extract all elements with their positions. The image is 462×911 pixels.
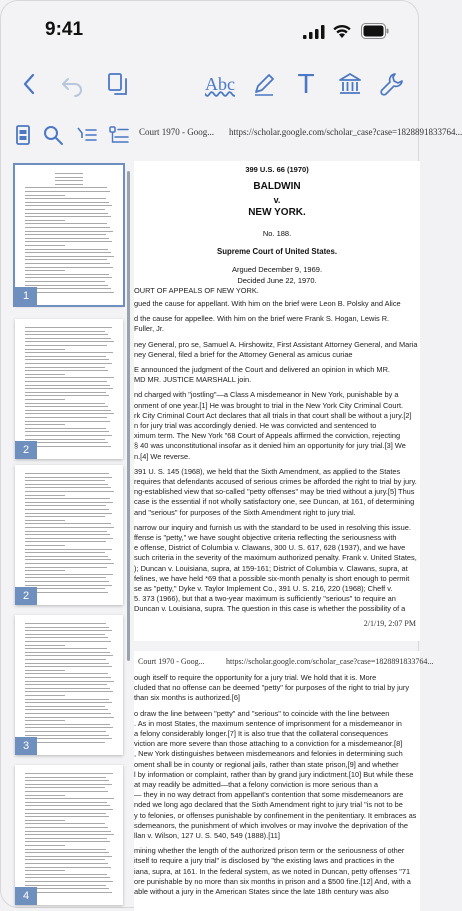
thumbnail-text-line bbox=[25, 359, 109, 360]
thumbnail-text-line bbox=[25, 205, 112, 206]
thumbnail-text-line bbox=[25, 577, 106, 578]
court-name: Supreme Court of United States. bbox=[217, 247, 337, 256]
thumbnail-text-line bbox=[25, 439, 105, 440]
thumbnail-text-line bbox=[25, 395, 109, 396]
thumbnail-text-line bbox=[25, 256, 114, 257]
thumbnail-text-line bbox=[25, 421, 110, 422]
text-line: se as "petty," Dyke v. Taylor Implement Co., 391 U. S. 216, 220 (1968); Cheff v. bbox=[134, 584, 393, 593]
thumbnail-text-line bbox=[25, 341, 114, 342]
text-line: l by information or complaint, rather than by grand jury indictment.[10] But while these bbox=[134, 769, 414, 779]
thumbnail-text-line bbox=[25, 487, 111, 488]
thumbnails-icon bbox=[11, 123, 35, 147]
thumbnail-text-line bbox=[25, 709, 108, 710]
primary-toolbar bbox=[1, 63, 420, 107]
tab-title: Court 1970 - Goog... bbox=[139, 127, 214, 137]
docket-number: No. 188. bbox=[262, 229, 292, 238]
thumbnail-text-line bbox=[25, 406, 108, 407]
thumbnail-text-line bbox=[25, 417, 107, 418]
page-thumbnail[interactable] bbox=[15, 765, 123, 905]
search-icon bbox=[41, 123, 65, 147]
thumbnail-text-line bbox=[25, 735, 109, 736]
thumbnail-text-line bbox=[25, 702, 112, 703]
text-line: Fuller, Jr. bbox=[134, 324, 164, 334]
thumbnail-text-line bbox=[25, 773, 113, 774]
thumbnail-text-line bbox=[25, 717, 114, 718]
text-line: onment of one year.[1] He was brought to trial in the New York City Criminal Court. bbox=[134, 400, 404, 410]
thumbnail-text-line bbox=[25, 795, 65, 796]
text-line: gued the cause for appellant. With him on the brief were Leon B. Polsky and Alice bbox=[134, 299, 401, 308]
thumbnail-text-line bbox=[55, 180, 83, 181]
thumbnail-text-line bbox=[25, 549, 112, 550]
text-line: Duncan v. Louisiana, supra. The question in this case is whether the possibility of a bbox=[134, 604, 406, 614]
thumbnail-text-line bbox=[25, 556, 108, 557]
pages-icon bbox=[105, 71, 131, 97]
thumbnail-text-line bbox=[25, 428, 106, 429]
thumbnail-text-line bbox=[25, 498, 110, 499]
text-line: § 40 was unconstitutional insofar as it denied him an opportunity for jury trial.[3] We bbox=[134, 441, 406, 451]
text-line: e offense, District of Columbia v. Clawans, 300 U. S. 617, 628 (1937), and we have bbox=[134, 543, 406, 553]
thumbnail-text-line bbox=[25, 381, 107, 382]
thumbnail-text-line bbox=[25, 570, 65, 571]
thumbnail-text-line bbox=[25, 684, 107, 685]
text-line: and "serious" for purposes of the Sixth Amendment right to jury trial. bbox=[134, 507, 356, 517]
thumbnail-text-line bbox=[25, 274, 109, 275]
undo-button[interactable] bbox=[57, 69, 87, 99]
thumbnail-text-line bbox=[55, 184, 83, 185]
thumbnail-text-line bbox=[25, 655, 113, 656]
text-line: at may readily be admitted—that a felony conviction is more serious than a bbox=[134, 780, 379, 789]
thumbnail-text-line bbox=[25, 641, 111, 642]
thumbnail-text-line bbox=[25, 531, 107, 532]
thumbnail-text-line bbox=[25, 809, 113, 810]
thumbnail-text-line bbox=[25, 187, 107, 188]
text-line: sdemeanors, the punishment of which involves or may involve the deprivation of the bbox=[134, 820, 409, 830]
status-time: 9:41 bbox=[45, 19, 84, 40]
thumbnail-text-line bbox=[25, 484, 108, 485]
text-line: iana, supra, at 161. In the federal system, as we noted in Duncan, petty offenses "71 bbox=[134, 866, 411, 876]
text-line: nd charged with "jostling"—a Class A misdemeanor in New York, punishable by a bbox=[134, 390, 399, 400]
thumbnails-toggle[interactable] bbox=[11, 123, 35, 147]
text-line: case is the essential if not wholly satisfactory one, see Duncan, at 161, of determining bbox=[134, 497, 415, 507]
thumbnail-text-line bbox=[25, 845, 65, 846]
text-line: n for jury trial was accordingly denied. He was convicted and sentenced to bbox=[134, 421, 377, 430]
thumbnail-text-line bbox=[25, 637, 108, 638]
thumbnail-text-line bbox=[25, 738, 112, 739]
argued-date: Argued December 9, 1969. bbox=[231, 265, 323, 274]
thumbnail-text-line bbox=[25, 827, 108, 828]
text-line: nded we long ago declared that the Sixth Amendment right to jury trial "is not to be bbox=[134, 800, 403, 810]
thumbnail-text-line bbox=[25, 277, 112, 278]
text-style-label: Abc bbox=[205, 73, 235, 94]
settings-button[interactable] bbox=[377, 69, 407, 99]
library-button[interactable] bbox=[335, 69, 365, 99]
thumbnail-text-line bbox=[25, 841, 110, 842]
thumbnail-text-line bbox=[25, 852, 109, 853]
text-line: ore punishable by no more than six months in prison and a $500 fine.[12] And, with a bbox=[134, 876, 411, 886]
thumbnail-text-line bbox=[25, 802, 107, 803]
thumbnail-text-line bbox=[25, 234, 106, 235]
party-appellee: NEW YORK. bbox=[248, 207, 306, 218]
text-line: itself to require a jury trial" is disclosed by "the existing laws and practices in the bbox=[134, 856, 395, 866]
thumbnail-text-line bbox=[25, 706, 105, 707]
text-tool-label: T bbox=[297, 68, 315, 99]
pen-button[interactable] bbox=[249, 69, 279, 99]
text-line: ng-established view that so-called "petty offenses" may be tried without a jury.[5] Thus bbox=[134, 487, 415, 497]
thumbnail-text-line bbox=[25, 198, 106, 199]
thumbnail-text-line bbox=[25, 780, 109, 781]
thumbnail-text-line bbox=[25, 659, 106, 660]
battery-icon bbox=[361, 23, 389, 39]
thumbnail-text-line bbox=[25, 191, 110, 192]
thumbnail-text-line bbox=[25, 859, 105, 860]
text-line: able without a jury in the American States since the late 18th century was also bbox=[134, 887, 389, 896]
thumbnail-text-line bbox=[25, 241, 112, 242]
thumbnail-text-line bbox=[25, 823, 105, 824]
thumbnail-text-line bbox=[25, 349, 65, 350]
thumbnail-number: 1 bbox=[15, 287, 37, 305]
thumbnail-text-line bbox=[25, 867, 111, 868]
page-thumbnail[interactable] bbox=[15, 319, 123, 459]
thumbnail-text-line bbox=[25, 249, 108, 250]
thumbnail-text-line bbox=[55, 173, 83, 174]
thumbnail-text-line bbox=[25, 356, 106, 357]
thumbnail-text-line bbox=[25, 334, 108, 335]
thumbnail-text-line bbox=[25, 645, 65, 646]
thumbnail-text-line bbox=[25, 731, 106, 732]
thumbnail-text-line bbox=[25, 888, 109, 889]
thumbnail-text-line bbox=[25, 370, 108, 371]
party-appellant: BALDWIN bbox=[253, 181, 301, 192]
outline-button[interactable] bbox=[107, 123, 131, 147]
page-thumbnail[interactable] bbox=[15, 615, 123, 755]
thumbnail-text-line bbox=[25, 820, 65, 821]
thumbnail-text-line bbox=[25, 885, 106, 886]
text-line: d the cause for appellee. With him on the brief were Frank S. Hogan, Lewis R. bbox=[134, 314, 390, 324]
thumbnail-text-line bbox=[25, 699, 109, 700]
thumbnail-text-line bbox=[25, 538, 113, 539]
thumbnail-text-line bbox=[25, 281, 105, 282]
thumbnail-text-line bbox=[25, 688, 110, 689]
thumbnail-text-line bbox=[25, 446, 111, 447]
thumbnail-text-line bbox=[25, 435, 112, 436]
thumbnail-text-line bbox=[25, 480, 105, 481]
secondary-toolbar bbox=[1, 117, 462, 153]
thumbnail-text-line bbox=[25, 874, 107, 875]
text-line: cluded that no offense can be deemed "petty" for purposes of the right to trial by jury bbox=[134, 683, 410, 693]
thumbnail-text-line bbox=[25, 491, 114, 492]
case-citation: 399 U.S. 66 (1970) bbox=[245, 165, 309, 174]
text-line: requires that defendants accused of serious crimes be afforded the right to trial by jury. bbox=[134, 477, 417, 486]
page-thumbnail[interactable] bbox=[15, 465, 123, 605]
search-button[interactable] bbox=[41, 123, 65, 147]
thumbnail-text-line bbox=[25, 892, 112, 893]
thumbnail-text-line bbox=[25, 534, 110, 535]
thumbnail-number: 2 bbox=[15, 441, 37, 459]
thumbnail-text-line bbox=[25, 742, 105, 743]
tab-url: https://scholar.google.com/scholar_case?case=1828891833764... bbox=[229, 127, 462, 137]
thumbnail-text-line bbox=[25, 634, 105, 635]
thumbnail-text-line bbox=[25, 338, 111, 339]
thumbnail-text-line bbox=[25, 798, 114, 799]
text-line: 391 U. S. 145 (1968), we held that the Sixth Amendment, as applied to the States bbox=[134, 466, 401, 476]
thumbnail-text-line bbox=[25, 513, 112, 514]
thumbnail-text-line bbox=[25, 267, 113, 268]
text-line: than six months is authorized.[6] bbox=[134, 693, 240, 703]
thumbnail-text-line bbox=[25, 787, 105, 788]
thumbnail-number: 3 bbox=[15, 737, 37, 755]
chevron-left-icon bbox=[17, 71, 43, 97]
thumbnail-text-line bbox=[25, 652, 110, 653]
thumbnail-text-line bbox=[25, 231, 113, 232]
thumbnail-text-line bbox=[25, 581, 109, 582]
thumbnail-text-line bbox=[25, 666, 112, 667]
thumbnail-text-line bbox=[25, 263, 110, 264]
thumbnail-text-line bbox=[25, 545, 65, 546]
thumbnail-text-line bbox=[25, 292, 114, 293]
thumbnail-text-line bbox=[25, 403, 105, 404]
pages-button[interactable] bbox=[103, 69, 133, 99]
thumbnail-text-line bbox=[25, 838, 107, 839]
thumbnail-text-line bbox=[25, 727, 113, 728]
pen-icon bbox=[251, 71, 277, 97]
thumbnail-text-line bbox=[25, 784, 112, 785]
thumbnail-text-line bbox=[25, 252, 111, 253]
thumbnail-text-line bbox=[25, 410, 111, 411]
thumbnail-text-line bbox=[25, 574, 113, 575]
thumbnail-text-line bbox=[25, 285, 108, 286]
thumbnail-text-line bbox=[25, 816, 109, 817]
filter-button[interactable] bbox=[75, 123, 99, 147]
text-line: such criteria in the severity of the maximum authorized penalty. Frank v. United States, bbox=[134, 553, 417, 563]
thumbnail-text-line bbox=[25, 541, 106, 542]
thumbnail-text-line bbox=[25, 567, 107, 568]
text-line: ney General, pro se, Samuel A. Hirshowitz, First Assistant Attorney General, and Maria bbox=[134, 339, 418, 349]
text-line: , New York distinguishes between misdemeanors and felonies in determining such bbox=[134, 749, 403, 759]
thumbnail-text-line bbox=[25, 724, 110, 725]
thumbnail-text-line bbox=[25, 527, 114, 528]
thumbnail-text-line bbox=[25, 813, 106, 814]
thumbnail-text-line bbox=[25, 805, 110, 806]
thumbnail-text-line bbox=[25, 863, 108, 864]
thumbnail-text-line bbox=[25, 720, 65, 721]
thumbnail-text-line bbox=[25, 663, 109, 664]
page-header-title: Court 1970 - Goog... bbox=[138, 657, 205, 666]
thumbnail-text-line bbox=[25, 681, 114, 682]
text-line: oment shall be in county or regional jails, rather than state prison,[9] and whether bbox=[134, 759, 399, 769]
text-line: ough itself to require the opportunity for a jury trial. We hold that it is. More bbox=[134, 673, 377, 682]
thumbnail-text-line bbox=[25, 831, 111, 832]
thumbnail-text-line bbox=[25, 424, 65, 425]
undo-icon bbox=[59, 71, 85, 97]
document-page-2 bbox=[134, 651, 434, 911]
thumbnail-text-line bbox=[25, 563, 114, 564]
decided-date: Decided June 22, 1970. bbox=[237, 276, 317, 285]
outline-icon bbox=[107, 123, 131, 147]
text-line: narrow our inquiry and furnish us with the standard to be used in resolving this issue. bbox=[134, 522, 411, 532]
thumbnail-text-line bbox=[25, 648, 107, 649]
thumbnail-text-line bbox=[25, 245, 65, 246]
cellular-signal-icon bbox=[303, 25, 325, 39]
document-view[interactable] bbox=[134, 161, 434, 909]
text-style-button[interactable] bbox=[205, 69, 235, 99]
thumbnail-text-line bbox=[25, 856, 112, 857]
thumbnail-text-line bbox=[25, 881, 113, 882]
thumbnail-text-line bbox=[25, 288, 111, 289]
page-header-url: https://scholar.google.com/scholar_case?case=1828891833764... bbox=[226, 657, 434, 666]
thumbnail-text-line bbox=[25, 388, 113, 389]
thumbnail-text-line bbox=[25, 213, 108, 214]
thumbnail-text-line bbox=[55, 177, 83, 178]
sidebar-scrollbar[interactable] bbox=[127, 171, 130, 661]
versus: v. bbox=[273, 195, 281, 205]
thumbnail-text-line bbox=[25, 377, 114, 378]
text-line: ximum term. The New York "68 Court of Appeals affirmed the conviction, rejecting bbox=[134, 431, 401, 441]
thumbnail-sidebar bbox=[9, 165, 125, 905]
document-page-1 bbox=[134, 161, 420, 641]
thumbnail-text-line bbox=[25, 345, 107, 346]
thumbnail-text-line bbox=[25, 673, 108, 674]
text-line: ); Duncan v. Louisiana, supra, at 159-161; District of Columbia v. Clawans, supra, at bbox=[134, 563, 408, 573]
thumbnail-text-line bbox=[25, 495, 65, 496]
thumbnail-text-line bbox=[25, 413, 114, 414]
thumbnail-text-line bbox=[25, 399, 65, 400]
text-line: llan v. Wilson, 127 U. S. 540, 549 (1888).[11] bbox=[134, 831, 280, 840]
text-tool-button[interactable] bbox=[291, 69, 321, 99]
text-line: felines, we have held *69 that a possible six-month penalty is short enough to permit bbox=[134, 573, 410, 583]
text-line: a felony considerably longer.[7] It is also true that the collateral consequences bbox=[134, 729, 388, 738]
text-line: rk City Criminal Court Act declares that all trials in that court shall be without a jury.[2] bbox=[134, 410, 412, 420]
thumbnail-text-line bbox=[25, 559, 111, 560]
thumbnail-text-line bbox=[25, 477, 112, 478]
thumbnail-text-line bbox=[25, 523, 111, 524]
thumbnail-text-line bbox=[25, 195, 65, 196]
status-bar bbox=[1, 1, 420, 61]
wrench-icon bbox=[379, 71, 405, 97]
thumbnail-text-line bbox=[25, 327, 112, 328]
thumbnail-text-line bbox=[25, 259, 107, 260]
thumbnail-text-line bbox=[25, 877, 110, 878]
thumbnail-text-line bbox=[25, 227, 110, 228]
thumbnail-text-line bbox=[25, 627, 109, 628]
text-line: y to felonies, or offenses punishable by confinement in the penitentiary. It embraces as bbox=[134, 810, 417, 820]
thumbnail-text-line bbox=[25, 374, 65, 375]
thumbnail-text-line bbox=[25, 691, 113, 692]
thumbnail-text-line bbox=[25, 223, 107, 224]
thumbnail-text-line bbox=[25, 834, 114, 835]
thumbnail-text-line bbox=[25, 505, 106, 506]
page-thumbnail[interactable] bbox=[15, 165, 123, 305]
thumbnail-text-line bbox=[25, 385, 110, 386]
thumbnail-text-line bbox=[25, 367, 105, 368]
thumbnail-text-line bbox=[25, 442, 108, 443]
thumbnail-text-line bbox=[25, 363, 112, 364]
back-button[interactable] bbox=[15, 69, 45, 99]
thumbnail-text-line bbox=[25, 516, 105, 517]
thumbnail-text-line bbox=[25, 791, 108, 792]
text-line: . As in most States, the maximum sentence of imprisonment for a misdemeanor in bbox=[134, 718, 402, 728]
thumbnail-text-line bbox=[25, 392, 106, 393]
print-timestamp: 2/1/19, 2:07 PM bbox=[363, 619, 416, 628]
thumbnail-text-line bbox=[25, 238, 109, 239]
thumbnail-text-line bbox=[25, 849, 106, 850]
thumbnail-text-line bbox=[25, 473, 109, 474]
thumbnail-text-line bbox=[25, 870, 65, 871]
thumbnail-text-line bbox=[25, 670, 65, 671]
thumbnail-number: 2 bbox=[15, 587, 37, 605]
thumbnail-text-line bbox=[25, 630, 112, 631]
thumbnail-text-line bbox=[25, 592, 108, 593]
thumbnail-text-line bbox=[25, 502, 113, 503]
thumbnail-text-line bbox=[25, 777, 106, 778]
text-line: n.[4] We reverse. bbox=[134, 451, 191, 461]
thumbnail-text-line bbox=[25, 509, 109, 510]
thumbnail-text-line bbox=[25, 270, 65, 271]
thumbnail-text-line bbox=[25, 352, 113, 353]
thumbnail-text-line bbox=[25, 623, 106, 624]
thumbnail-text-line bbox=[25, 585, 112, 586]
thumbnail-text-line bbox=[25, 209, 105, 210]
text-line: ney General, filed a brief for the Attorney General as amicus curiae bbox=[134, 349, 353, 359]
text-line: mining whether the length of the authorized prison term or the seriousness of other bbox=[134, 846, 405, 856]
text-line: E announced the judgment of the Court and delivered an opinion in which MR. bbox=[134, 365, 390, 374]
institution-icon bbox=[337, 71, 363, 97]
filter-list-icon bbox=[75, 123, 99, 147]
thumbnail-text-line bbox=[25, 431, 109, 432]
thumbnail-text-line bbox=[25, 552, 105, 553]
text-line: o draw the line between "petty" and "serious" to coincide with the line between bbox=[134, 708, 390, 718]
thumbnail-text-line bbox=[25, 588, 105, 589]
thumbnail-text-line bbox=[25, 202, 109, 203]
text-line: ffense is "petty," we have sought objective criteria reflecting the seriousness with bbox=[134, 533, 397, 542]
thumbnail-text-line bbox=[25, 695, 65, 696]
thumbnail-text-line bbox=[25, 220, 65, 221]
thumbnail-text-line bbox=[25, 713, 111, 714]
text-line: — they in no way detract from appellant's contention that some misdemeanors are bbox=[134, 790, 404, 800]
text-line: viction are more severe than those attaching to a conviction for a misdemeanor.[8] bbox=[134, 739, 403, 749]
text-line: MD MR. JUSTICE MARSHALL join. bbox=[134, 375, 252, 385]
thumbnail-text-line bbox=[25, 331, 105, 332]
thumbnail-text-line bbox=[25, 216, 111, 217]
text-line: 5. 373 (1966), but that a two-year maximum is sufficiently "serious" to require an bbox=[134, 594, 396, 604]
thumbnail-text-line bbox=[25, 520, 65, 521]
thumbnail-text-line bbox=[25, 677, 111, 678]
wifi-icon bbox=[332, 23, 352, 39]
appeal-line: OURT OF APPEALS OF NEW YORK. bbox=[134, 286, 259, 295]
thumbnail-number: 4 bbox=[15, 887, 37, 905]
